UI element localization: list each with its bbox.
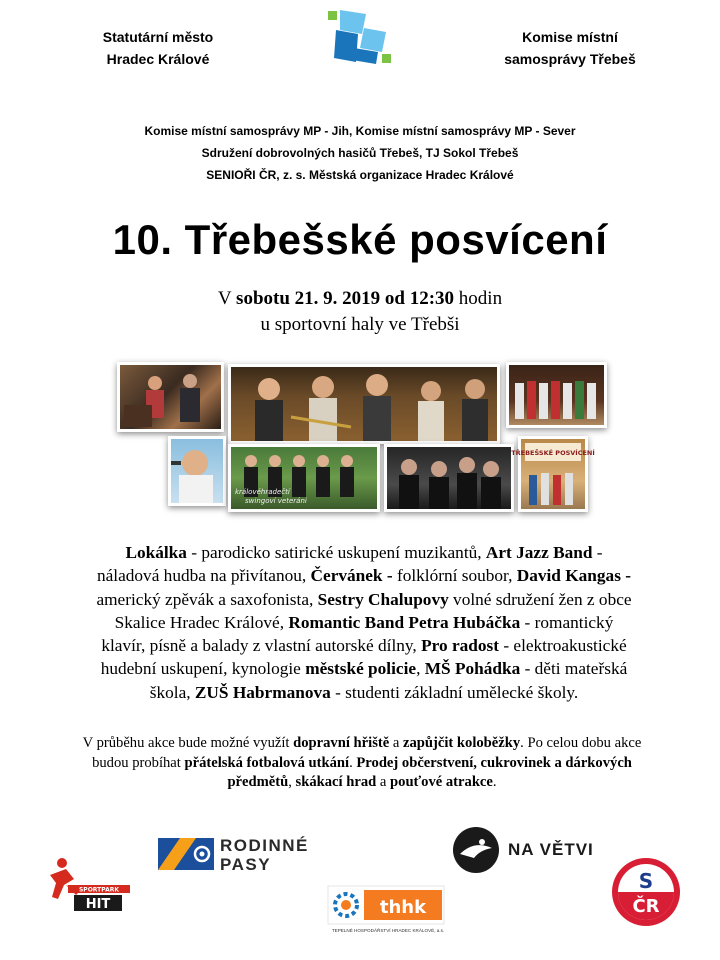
photo-art-jazz-band [228,364,500,444]
city-name-line1: Statutární město [102,29,214,45]
rodinne-pasy-line2: PASY [220,855,272,874]
photo-swing-veterans [228,444,380,512]
photo-romantic-band [384,444,514,512]
organizers-line-3: SENIOŘI ČR, z. s. Městská organizace Hradec Králové [206,168,514,182]
thhk-caption: TEPELNÉ HOSPODÁŘSTVÍ HRADEC KRÁLOVÉ, a.s. [331,928,445,933]
event-activities [82,734,642,793]
rodinne-pasy-logo [158,836,338,876]
rodinne-pasy-icon [158,836,214,872]
committee-name-line1: Komise místní [522,29,618,45]
highlighted-text: dopravní hřiště [293,735,390,751]
date-prefix: V [217,288,237,309]
body-text: . [492,774,497,790]
event-date-line [0,288,720,310]
city-logo [326,8,392,66]
highlighted-text: Sestry Chalupovy [317,589,449,609]
program-description [96,541,632,704]
event-date: sobotu 21. 9. 2019 od 12:30 [236,288,455,309]
body-text: V průběhu akce bude možné využít [82,735,294,751]
body-text: . [349,754,357,771]
highlighted-text: ZUŠ Habrmanova [194,682,331,702]
sportpark-big-text: HIT [85,897,111,912]
highlighted-text: pouťové atrakce [390,774,493,790]
band-caption-line2: swingoví veteráni [245,497,307,505]
body-text: volné sdružení žen z obce Skalice Hradec Králové, [114,589,632,632]
na-vetvi-icon [452,826,500,874]
city-name-line2: Hradec Králové [106,51,210,67]
thhk-text: thhk [379,897,427,918]
sportpark-hit-icon [40,855,136,915]
banner-text: TŘEBEŠSKÉ POSVÍCENÍ [511,449,595,457]
city-name [58,26,258,70]
organizers-line-1: Komise místní samosprávy MP - Jih, Komise místní samosprávy MP - Sever [144,124,576,138]
highlighted-text: Romantic Band Petra Hubáčka [288,612,521,632]
photo-cervanek [506,362,607,428]
body-text: - děti mateřská škola, [149,659,628,702]
committee-name-line2: samosprávy Třebeš [504,51,636,67]
thhk-icon [328,884,448,928]
na-vetvi-logo [452,826,612,874]
body-text: - elektroakustické hudební uskupení, kynologie [100,636,627,679]
body-text: - náladová hudba na přivítanou, [96,543,603,586]
na-vetvi-text: NA VĚTVI [508,840,594,859]
date-suffix: hodin [454,288,503,309]
organizers-line-2: Sdružení dobrovolných hasičů Třebeš, TJ Sokol Třebeš [201,146,519,160]
body-text: . Po celou dobu akce budou probíhat [92,735,642,771]
highlighted-text: městské policie [305,659,417,679]
highlighted-text: Prodej občerstvení, cukrovinek a dárkových předmětů [227,754,632,790]
body-text: a [389,735,403,751]
photo-collage [112,356,608,522]
highlighted-text: přátelská fotbalová utkání [184,754,350,771]
body-text: , [416,659,425,679]
highlighted-text: MŠ Pohádka [424,659,521,679]
body-text: - studenti základní umělecké školy. [330,682,579,702]
sportpark-hit-logo [40,855,136,915]
committee-name [470,26,670,70]
body-text: americký zpěvák a saxofonista, [96,589,318,609]
senior-cr-icon [610,856,682,928]
body-text: , [288,774,296,790]
photo-festival-banner [511,436,595,512]
senior-cr-logo [610,856,682,928]
body-text: - romantický klavír, písně a balady z vlastní autorské dílny, [101,612,614,656]
senior-cr-top-text: S [638,869,654,893]
body-text: folklórní soubor, [392,566,517,586]
highlighted-text: Pro radost [421,636,499,656]
highlighted-text: Art Jazz Band [485,543,593,562]
photo-david-kangas [168,436,226,506]
highlighted-text: skákací hrad [295,774,377,790]
senior-cr-bottom-text: ČR [632,896,660,917]
photo-lokalka [117,362,224,432]
highlighted-text: Červánek - [310,566,393,586]
highlighted-text: David Kangas - [516,566,632,586]
highlighted-text: Lokálka [125,543,187,562]
highlighted-text: zapůjčit koloběžky [403,735,521,751]
event-location: u sportovní haly ve Třebši [260,314,460,335]
body-text: a [376,774,391,790]
thhk-logo [328,884,448,942]
event-title: 10. Třebešské posvícení [112,216,608,263]
sportpark-small-text: SPORTPARK [78,886,120,894]
rodinne-pasy-line1: RODINNÉ [220,836,309,855]
band-caption-line1: královéhradečtí [235,488,290,496]
body-text: - parodicko satirické uskupení muzikantů, [186,543,486,562]
